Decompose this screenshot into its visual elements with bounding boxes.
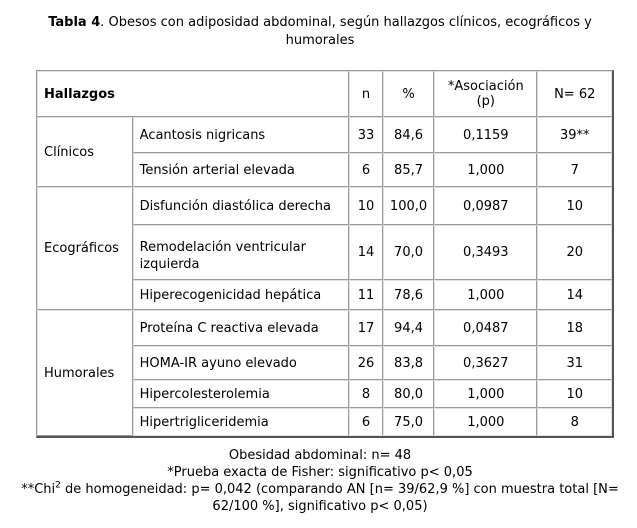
footnote-chi-sup: 2: [55, 480, 61, 491]
row-n: 10: [349, 187, 383, 225]
row-n: 26: [349, 346, 383, 380]
row-percent: 85,7: [383, 153, 434, 187]
row-percent: 100,0: [383, 187, 434, 225]
header-row: [37, 71, 612, 117]
row-label: Remodelación ventricular izquierda: [133, 225, 349, 280]
row-p-value: 0,3493: [434, 225, 537, 280]
table-footnotes: [20, 447, 620, 515]
footnote-chi: [20, 481, 620, 515]
group-humorales: Humorales: [37, 310, 133, 436]
row-p-value: 1,000: [434, 408, 537, 436]
row-label: HOMA-IR ayuno elevado: [133, 346, 349, 380]
row-n: 14: [349, 225, 383, 280]
header-asociacion: *Asociación (p): [434, 71, 537, 117]
row-label: Hipertrigliceridemia: [133, 408, 349, 436]
row-percent: 75,0: [383, 408, 434, 436]
caption-text: . Obesos con adiposidad abdominal, según hallazgos clínicos, ecográficos y humorales: [100, 15, 592, 48]
row-n: 11: [349, 280, 383, 310]
table-row: [37, 187, 612, 225]
row-total: 18: [537, 310, 612, 346]
row-percent: 83,8: [383, 346, 434, 380]
row-p-value: 0,0487: [434, 310, 537, 346]
group-clinicos: Clínicos: [37, 117, 133, 187]
row-n: 33: [349, 117, 383, 153]
row-total: 31: [537, 346, 612, 380]
row-total: 39**: [537, 117, 612, 153]
header-hallazgos: Hallazgos: [37, 71, 349, 117]
row-n: 8: [349, 380, 383, 408]
row-p-value: 1,000: [434, 280, 537, 310]
row-label: Acantosis nigricans: [133, 117, 349, 153]
row-percent: 80,0: [383, 380, 434, 408]
row-p-value: 0,0987: [434, 187, 537, 225]
header-percent: %: [383, 71, 434, 117]
row-n: 17: [349, 310, 383, 346]
footnote-chi-rest: de homogeneidad: p= 0,042 (comparando AN [n= 39/62,9 %] con muestra total [N= 62/100 %], significativo p< 0,05): [60, 482, 619, 514]
row-total: 10: [537, 380, 612, 408]
row-n: 6: [349, 153, 383, 187]
row-label: Hipercolesterolemia: [133, 380, 349, 408]
row-p-value: 1,000: [434, 153, 537, 187]
row-label: Hiperecogenicidad hepática: [133, 280, 349, 310]
findings-table: [36, 70, 614, 438]
row-label: Tensión arterial elevada: [133, 153, 349, 187]
row-label: Proteína C reactiva elevada: [133, 310, 349, 346]
table-caption: [20, 14, 620, 50]
header-total: N= 62: [537, 71, 612, 117]
row-percent: 70,0: [383, 225, 434, 280]
row-total: 14: [537, 280, 612, 310]
row-p-value: 1,000: [434, 380, 537, 408]
footnote-fisher: *Prueba exacta de Fisher: significativo p< 0,05: [167, 465, 473, 480]
table-row: [37, 117, 612, 153]
row-total: 20: [537, 225, 612, 280]
row-percent: 78,6: [383, 280, 434, 310]
row-p-value: 0,3627: [434, 346, 537, 380]
row-percent: 84,6: [383, 117, 434, 153]
row-label: Disfunción diastólica derecha: [133, 187, 349, 225]
row-p-value: 0,1159: [434, 117, 537, 153]
group-ecograficos: Ecográficos: [37, 187, 133, 310]
caption-label: Tabla 4: [48, 15, 101, 30]
row-percent: 94,4: [383, 310, 434, 346]
row-total: 8: [537, 408, 612, 436]
row-total: 10: [537, 187, 612, 225]
row-n: 6: [349, 408, 383, 436]
footnote-chi-prefix: **Chi: [21, 482, 56, 497]
table-row: [37, 310, 612, 346]
header-n: n: [349, 71, 383, 117]
footnote-sample: Obesidad abdominal: n= 48: [228, 448, 412, 463]
row-total: 7: [537, 153, 612, 187]
